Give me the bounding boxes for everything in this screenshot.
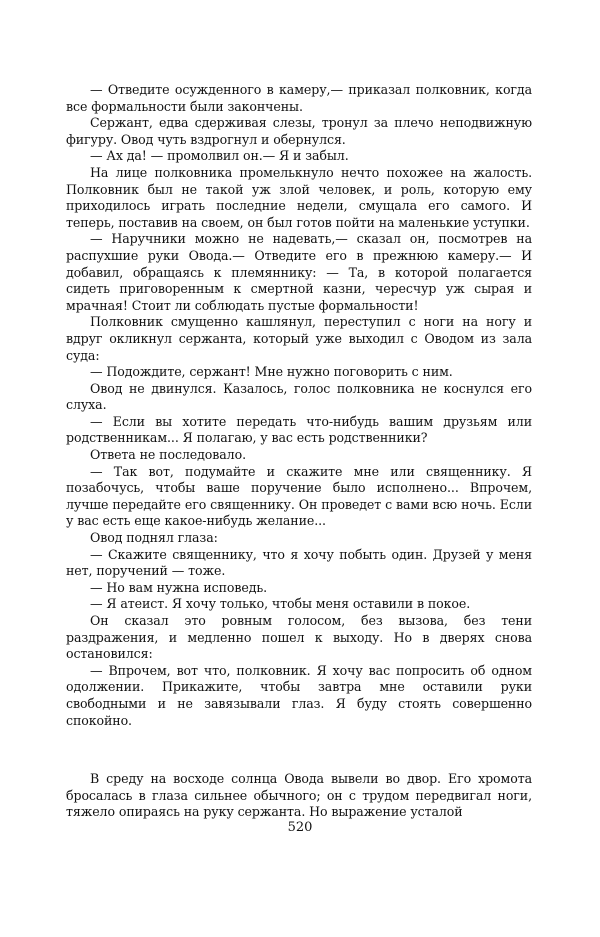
paragraph: — Я атеист. Я хочу только, чтобы меня оставили в покое. <box>90 596 471 612</box>
paragraph: — Подождите, сержант! Мне нужно поговорить с ним. <box>90 364 453 380</box>
page-number: 520 <box>287 820 313 835</box>
paragraph: Овод поднял глаза: <box>90 530 218 546</box>
paragraph: — Так вот, подумайте и скажите мне или священнику. Я позабочусь, чтобы ваше поручение было исполнено... Впрочем, лучше передайте его священнику. Он проведет с вами всю ночь. Если у вас есть еще какое-нибудь желание... <box>66 463 532 529</box>
paragraph: На лице полковника промелькнуло нечто похожее на жалость. Полковник был не такой уж злой человек, и роль, которую ему приходилось играть последние недели, смущала его самого. И теперь, поставив на своем, он был готов пойти на маленькие уступки. <box>66 164 532 230</box>
paragraph: Полковник смущенно кашлянул, переступил с ноги на ногу и вдруг окликнул сержанта, который уже выходил с Оводом из зала суда: <box>66 314 532 363</box>
paragraph: — Впрочем, вот что, полковник. Я хочу вас попросить об одном одолжении. Прикажите, чтобы завтра мне оставили руки свободными и не завязывали глаз. Я буду стоять совершенно спокойно. <box>66 662 532 728</box>
paragraph: Он сказал это ровным голосом, без вызова, без тени раздражения, и медленно пошел к выходу. Но в дверях снова остановился: <box>66 613 532 662</box>
paragraph: — Но вам нужна исповедь. <box>90 579 268 595</box>
paragraph: Сержант, едва сдерживая слезы, тронул за плечо неподвижную фигуру. Овод чуть вздрогнул и обернулся. <box>66 115 532 147</box>
paragraph: Ответа не последовало. <box>90 447 246 463</box>
paragraph: — Отведите осужденного в камеру,— приказал полковник, когда все формальности были закончены. <box>66 82 532 114</box>
paragraph: — Наручники можно не надевать,— сказал он, посмотрев на распухшие руки Овода.— Отведите его в прежнюю камеру.— И добавил, обращаясь к племяннику: — Та, в которой полагается сидеть приговоренным к смертной казни, чересчур уж сырая и мрачная! Стоит ли соблюдать пустые формальности! <box>66 231 532 313</box>
paragraph: — Если вы хотите передать что-нибудь вашим друзьям или родственникам... Я полагаю, у вас есть родственники? <box>66 413 532 446</box>
paragraph: — Скажите священнику, что я хочу побыть один. Друзей у меня нет, поручений — тоже. <box>66 546 532 579</box>
body-text <box>66 82 532 821</box>
paragraph: Овод не двинулся. Казалось, голос полковника не коснулся его слуха. <box>66 380 532 413</box>
paragraph-section-start: В среду на восходе солнца Овода вывели во двор. Его хромота бросалась в глаза сильнее обычного; он с трудом передвигал ноги, тяжело опираясь на руку сержанта. Но выражение усталой <box>66 771 532 820</box>
paragraph: — Ах да! — промолвил он.— Я и забыл. <box>90 148 349 164</box>
